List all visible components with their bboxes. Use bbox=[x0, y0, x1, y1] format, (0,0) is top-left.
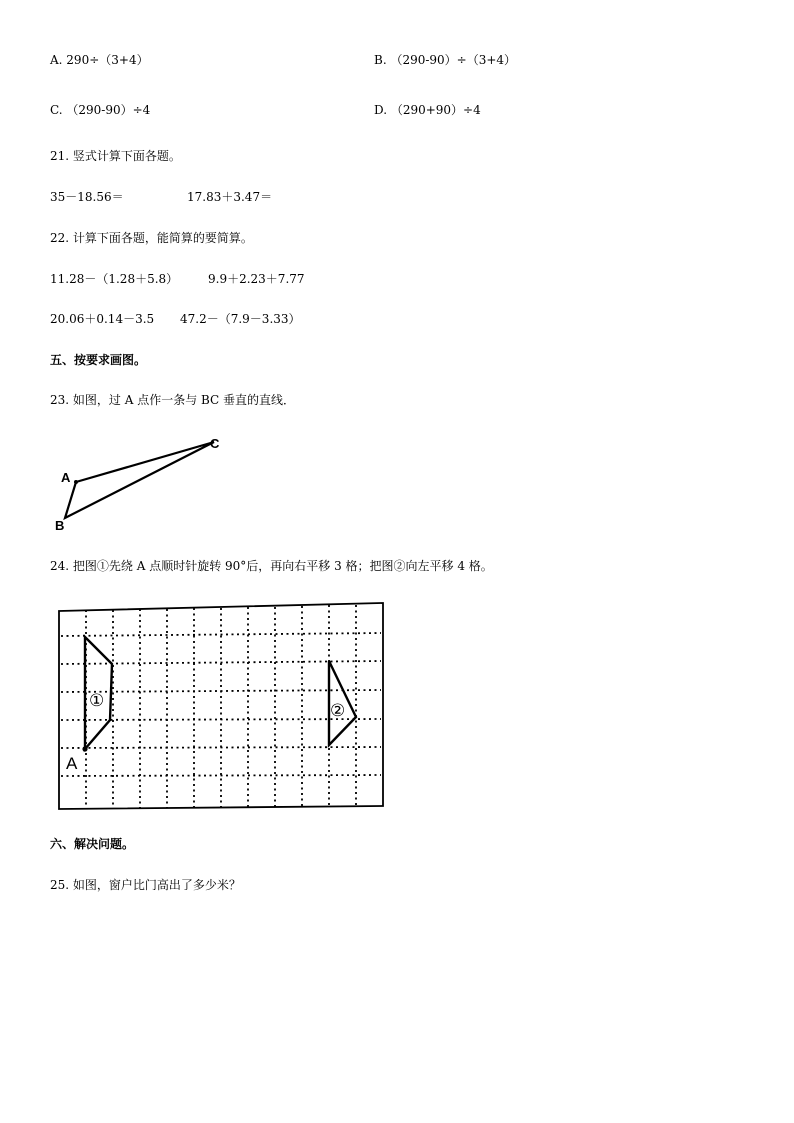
question-23-title: 23. 如图，过 A 点作一条与 BC 垂直的直线． bbox=[50, 393, 296, 407]
triangle-abc bbox=[65, 442, 214, 518]
option-b: B. （290-90）÷（3+4） bbox=[374, 53, 517, 67]
question-22-expr-4: 47.2－（7.9－3.33） bbox=[180, 312, 301, 326]
question-22-expr-2: 9.9＋2.23＋7.77 bbox=[208, 272, 305, 286]
option-d: D. （290+90）÷4 bbox=[374, 103, 481, 117]
label-b: B bbox=[55, 518, 65, 533]
grid-figure bbox=[50, 598, 390, 814]
option-a: A. 290÷（3+4） bbox=[50, 53, 149, 67]
point-a-marker bbox=[82, 746, 87, 751]
point-a bbox=[74, 480, 78, 484]
question-22-expr-3: 20.06＋0.14－3.5 bbox=[50, 312, 155, 326]
section-6-heading: 六、解决问题。 bbox=[50, 837, 135, 851]
question-24-title: 24. 把图①先绕 A 点顺时针旋转 90°后，再向右平移 3 格；把图②向左平移 4 格。 bbox=[50, 559, 493, 573]
section-5-heading: 五、按要求画图。 bbox=[50, 353, 147, 367]
label-c: C bbox=[210, 436, 220, 451]
point-a-label: A bbox=[66, 754, 78, 773]
triangle-abc-figure bbox=[50, 432, 230, 536]
question-21-expr-1: 35－18.56＝ bbox=[50, 190, 124, 204]
option-c: C. （290-90）÷4 bbox=[50, 103, 151, 117]
question-21-title: 21. 竖式计算下面各题。 bbox=[50, 149, 181, 163]
question-21-expr-2: 17.83＋3.47＝ bbox=[187, 190, 273, 204]
question-25-title: 25. 如图，窗户比门高出了多少米？ bbox=[50, 878, 241, 892]
shape-2-label: ② bbox=[330, 701, 346, 720]
label-a: A bbox=[61, 470, 71, 485]
question-22-expr-1: 11.28－（1.28＋5.8） bbox=[50, 272, 179, 286]
question-22-title: 22. 计算下面各题，能简算的要简算。 bbox=[50, 231, 253, 245]
shape-1-label: ① bbox=[89, 691, 105, 710]
